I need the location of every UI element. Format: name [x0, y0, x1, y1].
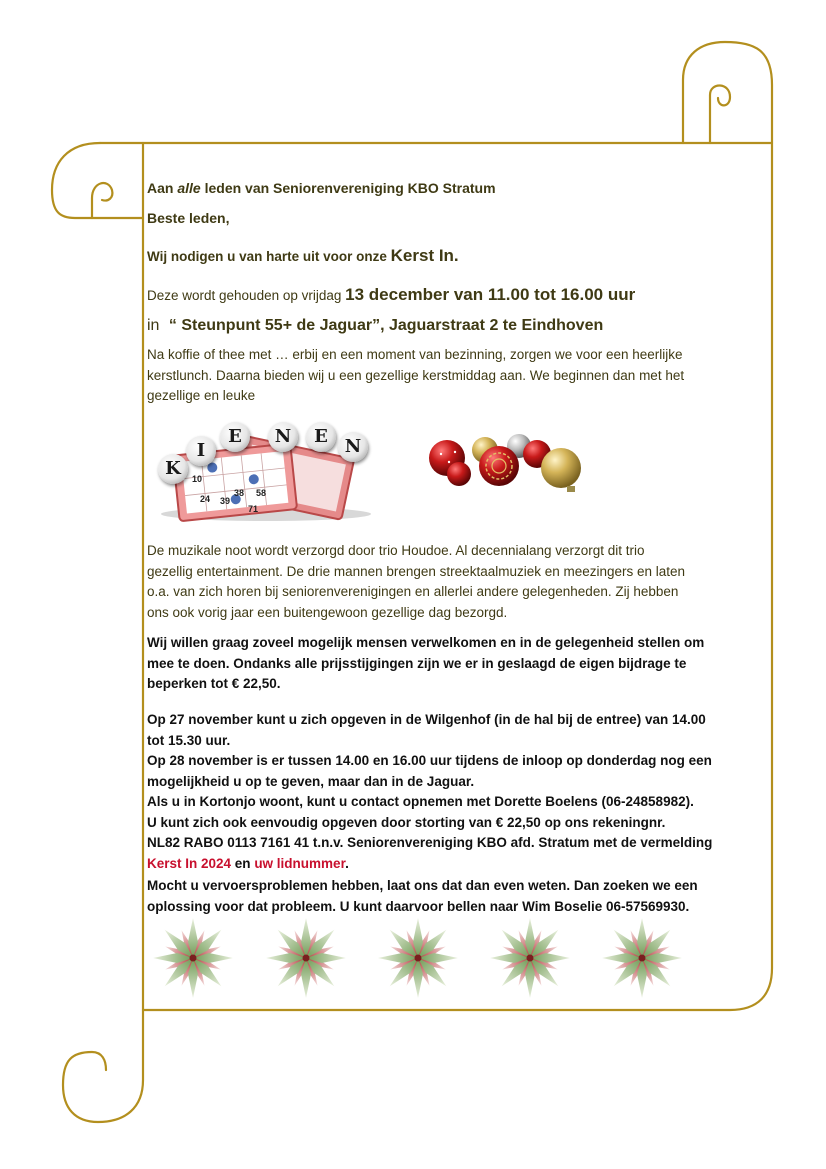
where-prefix: in	[147, 317, 164, 334]
invite-line	[147, 246, 459, 266]
kienen-letter-tile: I	[186, 436, 216, 466]
transport-line: oplossing voor dat probleem. U kunt daarvoor bellen naar Wim Boselie 06-57569930.	[147, 898, 690, 914]
event-location: “ Steunpunt 55+ de Jaguar”, Jaguarstraat 2 te Eindhoven	[168, 317, 604, 334]
card-number: 38	[234, 488, 245, 498]
mention-end: .	[345, 855, 349, 871]
intro-line: Na koffie of thee met … erbij en een moment van bezinning, zorgen we voor een heerlijke	[147, 347, 683, 362]
mention-joiner: en	[231, 855, 255, 871]
christmas-baubles-image	[425, 430, 585, 500]
kienen-letter-tile: K	[158, 454, 188, 484]
welcome-paragraph	[147, 633, 704, 695]
when-prefix: Deze wordt gehouden op vrijdag	[147, 288, 346, 303]
signup-line: mogelijkheid u op te geven, maar dan in de Jaguar.	[147, 773, 475, 789]
event-datetime: 13 december van 11.00 tot 16.00 uur	[345, 285, 636, 304]
welcome-line: mee te doen. Ondanks alle prijsstijgingen zijn we er in geslaagd de eigen bijdrage te	[147, 655, 687, 671]
card-number: 39	[220, 496, 231, 506]
intro-line: gezellige en leuke	[147, 388, 256, 403]
bingo-kienen-image	[148, 418, 378, 524]
music-paragraph	[147, 541, 685, 623]
intro-line: kerstlunch. Daarna bieden wij u een gezellige kerstmiddag aan. We beginnen dan met het	[147, 367, 685, 383]
poinsettia-star-icon	[490, 918, 570, 998]
music-line: o.a. van zich horen bij seniorenverenigingen en allerlei andere gelegenheden. Zij hebben	[147, 584, 679, 599]
mention-line	[147, 854, 712, 875]
music-line: De muzikale noot wordt verzorgd door trio Houdoe. Al decennialang verzorgt dit trio	[147, 543, 645, 558]
signup-line: Op 27 november kunt u zich opgeven in de Wilgenhof (in de hal bij de entree) van 14.00	[147, 712, 706, 727]
kienen-letter-tile: N	[268, 422, 298, 452]
signup-line: tot 15.30 uur.	[147, 732, 231, 748]
invite-text: Wij nodigen u van harte uit voor onze	[147, 249, 391, 264]
poinsettia-star-icon	[602, 918, 682, 998]
poinsettia-star-icon	[378, 918, 458, 998]
signup-paragraph	[147, 710, 712, 874]
welcome-line: beperken tot € 22,50.	[147, 676, 281, 691]
mention-member-number: uw lidnummer	[254, 855, 346, 871]
salutation: Beste leden,	[147, 210, 230, 226]
poinsettia-star-icon	[153, 918, 233, 998]
mention-code: Kerst In 2024	[147, 855, 232, 871]
signup-line: U kunt zich ook eenvoudig opgeven door storting van € 22,50 op ons rekeningnr.	[147, 814, 666, 830]
transport-line: Mocht u vervoersproblemen hebben, laat ons dat dan even weten. Dan zoeken we een	[147, 878, 698, 893]
poinsettia-star-icon	[266, 918, 346, 998]
signup-line: Op 28 november is er tussen 14.00 en 16.00 uur tijdens de inloop op donderdag nog een	[147, 753, 712, 768]
greeting-line	[147, 180, 496, 196]
signup-line: Als u in Kortonjo woont, kunt u contact opnemen met Dorette Boelens (06-24858982).	[147, 794, 694, 809]
music-line: gezellig entertainment. De drie mannen brengen streektaalmuziek en meezingers en laten	[147, 563, 686, 579]
card-number: 71	[248, 504, 259, 514]
music-line: ons ook vorig jaar een buitengewoon gezellige dag bezorgd.	[147, 604, 508, 620]
kienen-letter-tile: E	[306, 422, 336, 452]
intro-paragraph	[147, 345, 684, 407]
kienen-letter-tile: N	[338, 432, 368, 462]
kienen-letter-tile: E	[220, 422, 250, 452]
card-number: 58	[256, 488, 267, 498]
welcome-line: Wij willen graag zoveel mogelijk mensen verwelkomen en in de gelegenheid stellen om	[147, 635, 705, 650]
signup-line: NL82 RABO 0113 7161 41 t.n.v. Seniorenvereniging KBO afd. Stratum met de vermelding	[147, 835, 713, 850]
card-number: 24	[200, 494, 211, 504]
transport-paragraph	[147, 876, 698, 917]
greeting-emphasis: alle	[177, 180, 201, 196]
star-border	[150, 918, 710, 998]
greeting-prefix: Aan	[147, 180, 178, 196]
card-number: 10	[192, 474, 203, 484]
event-name: Kerst In.	[390, 246, 459, 265]
greeting-suffix: leden van Seniorenvereniging KBO Stratum	[200, 180, 496, 196]
when-line	[147, 285, 635, 305]
where-line	[147, 317, 603, 335]
